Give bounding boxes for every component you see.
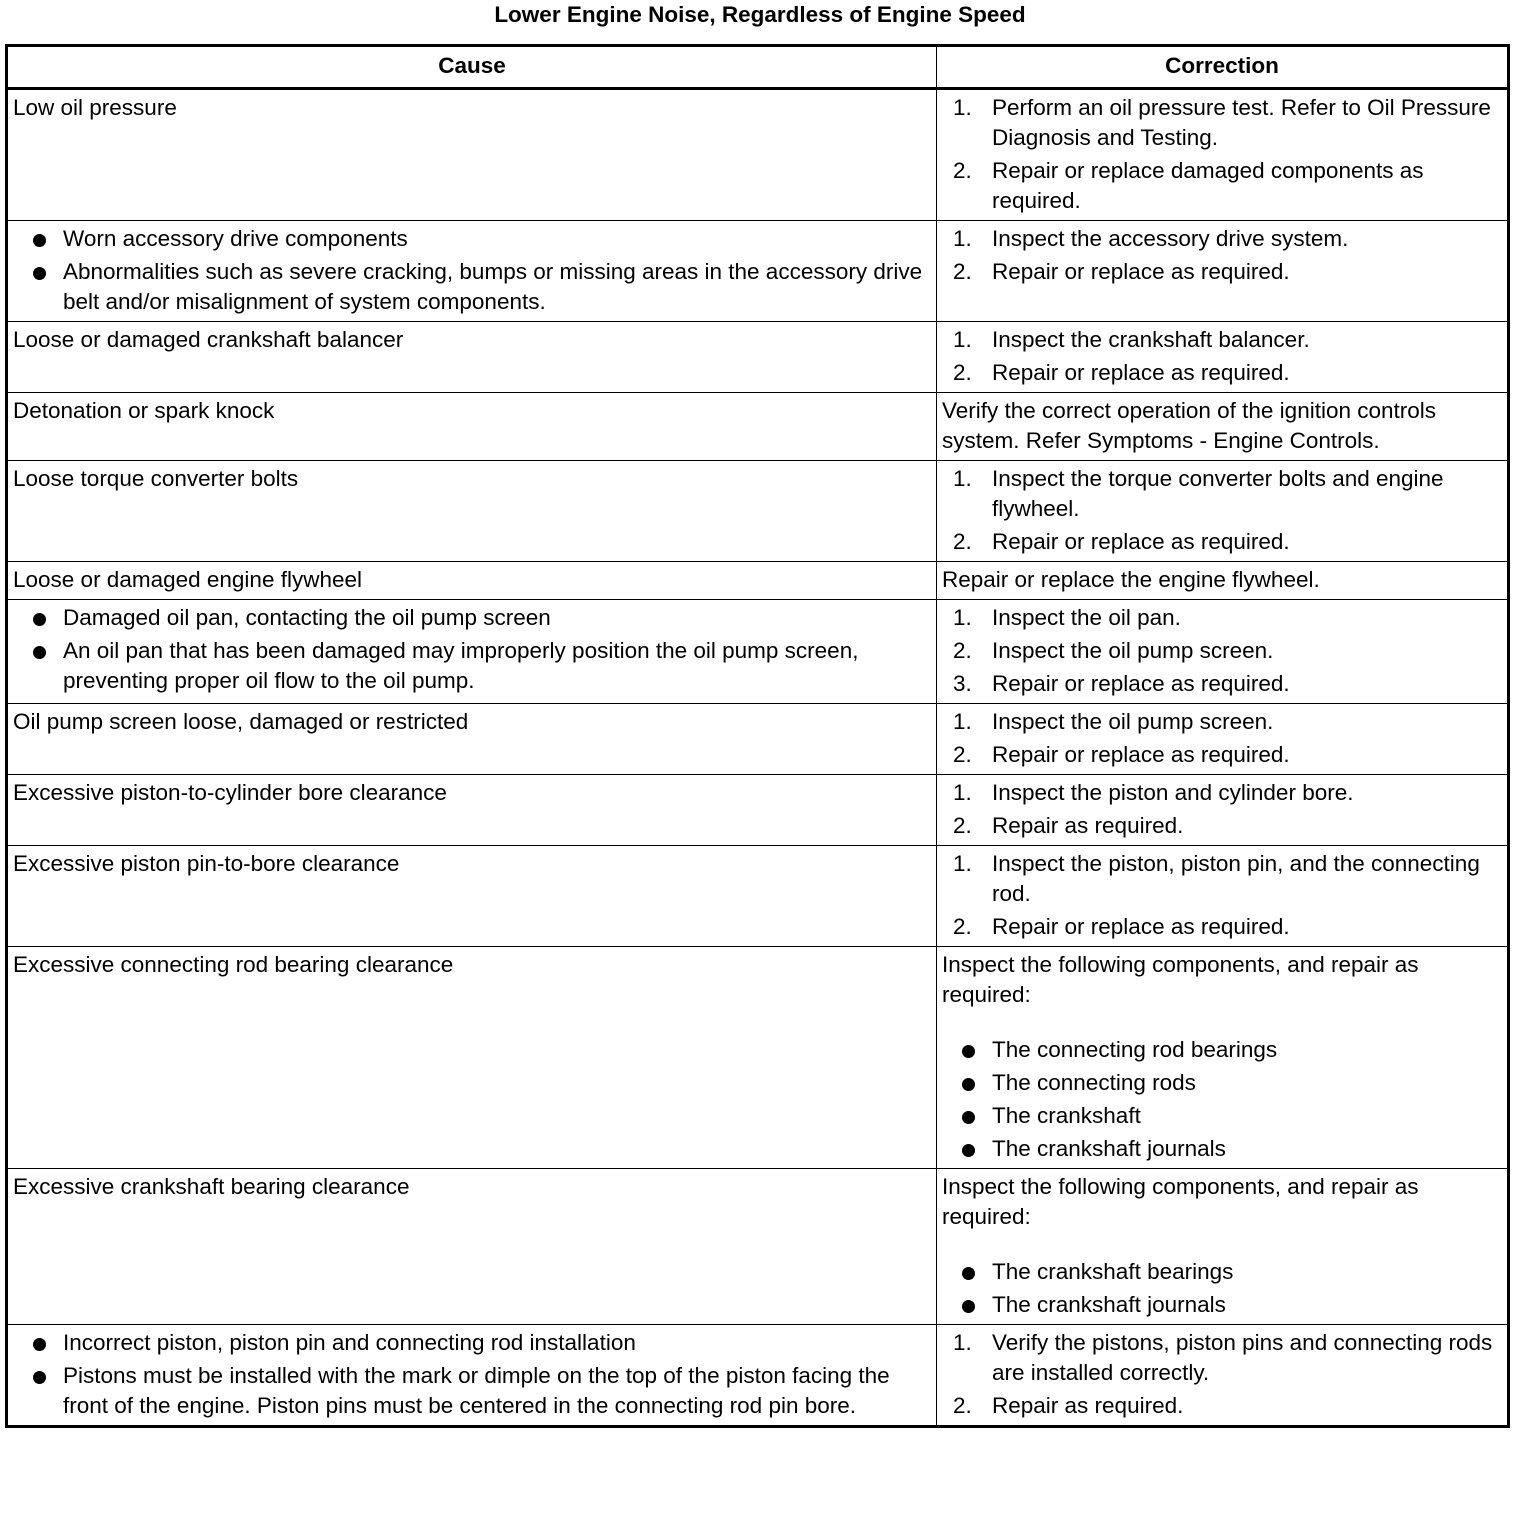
cause-column-header: Cause (7, 46, 937, 89)
step-text: Inspect the piston, piston pin, and the connecting rod. (992, 851, 1480, 906)
step-item (942, 603, 1502, 633)
correction-cell (937, 775, 1509, 846)
step-text: Repair or replace as required. (992, 360, 1290, 385)
cause-text: Excessive piston-to-cylinder bore clearance (13, 780, 447, 805)
step-item (942, 740, 1502, 770)
cause-text: Oil pump screen loose, damaged or restricted (13, 709, 469, 734)
cause-cell (7, 221, 937, 322)
step-item (942, 358, 1502, 388)
cause-cell (7, 600, 937, 704)
correction-cell (937, 947, 1509, 1169)
bullet-item: The crankshaft (942, 1101, 1502, 1131)
step-number: 2. (953, 259, 972, 284)
correction-step-list (942, 778, 1502, 841)
step-number: 2. (953, 813, 972, 838)
correction-bullet-list (942, 1257, 1502, 1320)
step-item (942, 849, 1502, 909)
step-number: 1. (953, 851, 972, 876)
step-item (942, 912, 1502, 942)
table-row (7, 1169, 1509, 1325)
diagnosis-table (5, 44, 1510, 1428)
cause-cell (7, 461, 937, 562)
correction-step-list (942, 1328, 1502, 1421)
table-row (7, 704, 1509, 775)
cause-cell (7, 947, 937, 1169)
correction-step-list (942, 464, 1502, 557)
correction-cell (937, 322, 1509, 393)
step-number: 1. (953, 709, 972, 734)
step-item (942, 527, 1502, 557)
cause-text: Low oil pressure (13, 95, 177, 120)
step-text: Verify the pistons, piston pins and connecting rods are installed correctly. (992, 1330, 1493, 1385)
step-text: Inspect the oil pan. (992, 605, 1181, 630)
step-number: 2. (953, 914, 972, 939)
table-row (7, 393, 1509, 461)
step-item (942, 156, 1502, 216)
correction-bullet-list (942, 1035, 1502, 1164)
step-text: Inspect the piston and cylinder bore. (992, 780, 1354, 805)
step-text: Repair as required. (992, 813, 1184, 838)
step-text: Repair as required. (992, 1393, 1184, 1418)
correction-step-list (942, 603, 1502, 699)
cause-cell (7, 562, 937, 600)
step-number: 2. (953, 1393, 972, 1418)
table-row (7, 461, 1509, 562)
bullet-item: The connecting rod bearings (942, 1035, 1502, 1065)
correction-column-header: Correction (937, 46, 1509, 89)
table-body (7, 89, 1509, 1427)
correction-cell (937, 461, 1509, 562)
bullet-item: Abnormalities such as severe cracking, bumps or missing areas in the accessory drive belt and/or misalignment of system components. (13, 257, 931, 317)
step-text: Inspect the oil pump screen. (992, 709, 1274, 734)
step-item (942, 93, 1502, 153)
cause-text: Detonation or spark knock (13, 398, 275, 423)
table-row (7, 1325, 1509, 1427)
cause-cell (7, 1169, 937, 1325)
correction-text: Inspect the following components, and repair as required: (942, 952, 1419, 1007)
cause-cell (7, 89, 937, 221)
correction-step-list (942, 93, 1502, 216)
step-text: Repair or replace as required. (992, 671, 1290, 696)
table-row (7, 775, 1509, 846)
step-number: 1. (953, 95, 972, 120)
step-item (942, 1391, 1502, 1421)
step-item (942, 778, 1502, 808)
correction-text: Verify the correct operation of the ignition controls system. Refer Symptoms - Engine Controls. (942, 398, 1437, 453)
table-row (7, 562, 1509, 600)
step-text: Repair or replace damaged components as required. (992, 158, 1424, 213)
cause-bullet-list (13, 603, 931, 696)
step-number: 1. (953, 466, 972, 491)
step-number: 3. (953, 671, 972, 696)
step-text: Repair or replace as required. (992, 742, 1290, 767)
correction-cell (937, 1169, 1509, 1325)
correction-cell (937, 846, 1509, 947)
step-number: 2. (953, 638, 972, 663)
cause-cell (7, 322, 937, 393)
table-row (7, 947, 1509, 1169)
correction-cell (937, 562, 1509, 600)
bullet-item: An oil pan that has been damaged may improperly position the oil pump screen, preventing proper oil flow to the oil pump. (13, 636, 931, 696)
step-item (942, 224, 1502, 254)
cause-text: Loose torque converter bolts (13, 466, 299, 491)
bullet-item: Worn accessory drive components (13, 224, 931, 254)
cause-cell (7, 393, 937, 461)
step-text: Inspect the oil pump screen. (992, 638, 1274, 663)
step-text: Repair or replace as required. (992, 529, 1290, 554)
step-number: 1. (953, 780, 972, 805)
cause-cell (7, 704, 937, 775)
bullet-item: The crankshaft bearings (942, 1257, 1502, 1287)
step-item (942, 636, 1502, 666)
correction-text: Repair or replace the engine flywheel. (942, 567, 1320, 592)
correction-step-list (942, 325, 1502, 388)
cause-cell (7, 775, 937, 846)
step-number: 2. (953, 158, 972, 183)
bullet-item: Damaged oil pan, contacting the oil pump screen (13, 603, 931, 633)
cause-text: Excessive crankshaft bearing clearance (13, 1174, 410, 1199)
correction-cell (937, 1325, 1509, 1427)
table-row (7, 600, 1509, 704)
step-item (942, 669, 1502, 699)
cause-bullet-list (13, 224, 931, 317)
step-text: Inspect the crankshaft balancer. (992, 327, 1310, 352)
step-number: 1. (953, 327, 972, 352)
step-number: 1. (953, 605, 972, 630)
cause-text: Excessive connecting rod bearing clearance (13, 952, 454, 977)
page-title: Lower Engine Noise, Regardless of Engine Speed (494, 2, 1026, 27)
correction-step-list (942, 707, 1502, 770)
bullet-item: The crankshaft journals (942, 1134, 1502, 1164)
step-text: Perform an oil pressure test. Refer to Oil Pressure Diagnosis and Testing. (992, 95, 1491, 150)
bullet-item: Pistons must be installed with the mark or dimple on the top of the piston facing the front of the engine. Piston pins must be centered in the connecting rod pin bore. (13, 1361, 931, 1421)
correction-step-list (942, 224, 1502, 287)
bullet-item: The crankshaft journals (942, 1290, 1502, 1320)
correction-text: Inspect the following components, and repair as required: (942, 1174, 1419, 1229)
cause-text: Loose or damaged crankshaft balancer (13, 327, 404, 352)
step-item (942, 811, 1502, 841)
table-row (7, 846, 1509, 947)
step-text: Inspect the torque converter bolts and engine flywheel. (992, 466, 1444, 521)
step-number: 2. (953, 742, 972, 767)
cause-text: Excessive piston pin-to-bore clearance (13, 851, 400, 876)
step-number: 2. (953, 360, 972, 385)
cause-cell (7, 846, 937, 947)
correction-cell (937, 89, 1509, 221)
step-item (942, 325, 1502, 355)
step-item (942, 707, 1502, 737)
step-text: Inspect the accessory drive system. (992, 226, 1349, 251)
correction-cell (937, 704, 1509, 775)
table-row (7, 221, 1509, 322)
step-item (942, 464, 1502, 524)
table-header-row (7, 46, 1509, 89)
correction-step-list (942, 849, 1502, 942)
bullet-item: Incorrect piston, piston pin and connecting rod installation (13, 1328, 931, 1358)
cause-text: Loose or damaged engine flywheel (13, 567, 362, 592)
step-text: Repair or replace as required. (992, 914, 1290, 939)
correction-cell (937, 221, 1509, 322)
correction-cell (937, 600, 1509, 704)
table-row (7, 322, 1509, 393)
cause-cell (7, 1325, 937, 1427)
step-number: 2. (953, 529, 972, 554)
bullet-item: The connecting rods (942, 1068, 1502, 1098)
step-item (942, 257, 1502, 287)
step-item (942, 1328, 1502, 1388)
step-number: 1. (953, 1330, 972, 1355)
correction-cell (937, 393, 1509, 461)
step-number: 1. (953, 226, 972, 251)
cause-bullet-list (13, 1328, 931, 1421)
table-row (7, 89, 1509, 221)
step-text: Repair or replace as required. (992, 259, 1290, 284)
